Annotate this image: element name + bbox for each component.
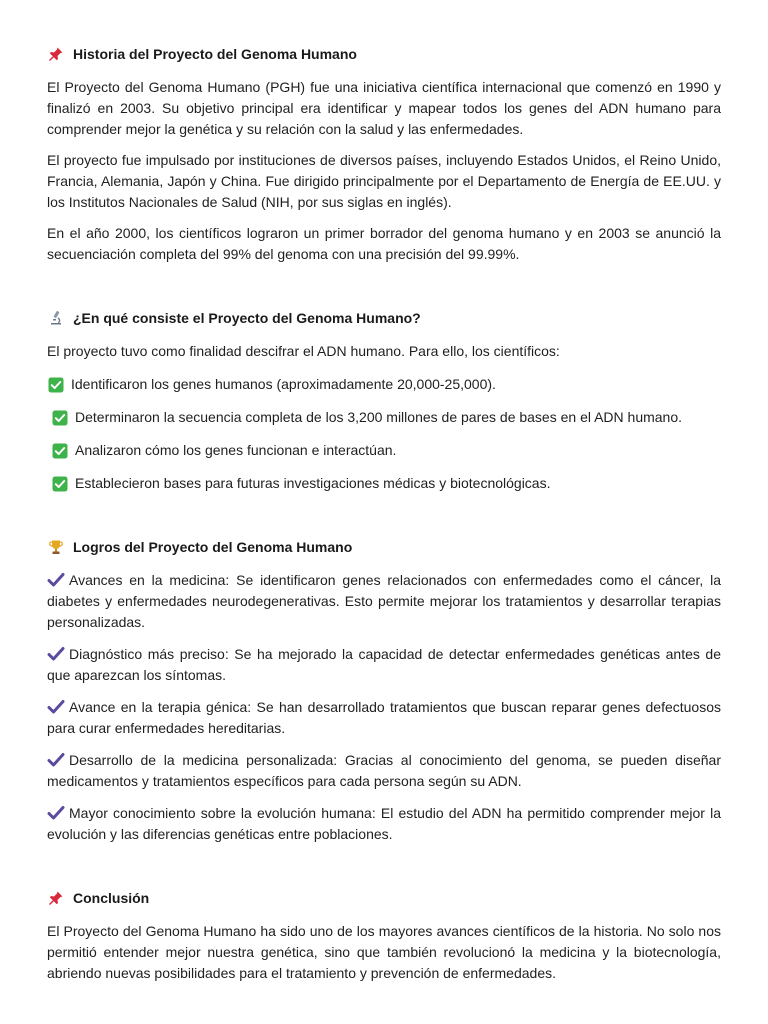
- achievement-item-5: [47, 803, 721, 845]
- pushpin-icon: [47, 45, 65, 63]
- check-mark-icon: [47, 804, 65, 822]
- about-item-text: Determinaron la secuencia completa de los 3,200 millones de pares de bases en el ADN humano.: [75, 409, 683, 425]
- achievement-item-3: [47, 697, 721, 739]
- check-mark-icon: [47, 751, 65, 769]
- achievement-item-4: [47, 750, 721, 792]
- about-item-text: Analizaron cómo los genes funcionan e interactúan.: [75, 442, 397, 458]
- about-heading: [47, 309, 721, 327]
- about-item-4: [47, 473, 721, 494]
- about-item-text: Establecieron bases para futuras investigaciones médicas y biotecnológicas.: [75, 475, 551, 491]
- history-paragraph-3: En el año 2000, los científicos lograron un primer borrador del genoma humano y en 2003 se anunció la secuenciación completa del 99% del genoma con una precisión del 99.99%.: [47, 225, 721, 262]
- check-mark-icon: [47, 698, 65, 716]
- check-box-icon: [51, 475, 69, 493]
- about-intro: El proyecto tuvo como finalidad descifrar el ADN humano. Para ello, los científicos:: [47, 343, 560, 359]
- conclusion-section: [47, 889, 721, 984]
- about-item-2: [47, 407, 721, 428]
- history-paragraph-2: El proyecto fue impulsado por instituciones de diversos países, incluyendo Estados Unidos, el Reino Unido, Francia, Alemania, Japón y China. Fue dirigido principalmente por el Departamento de Energía de EE.UU. y los Institutos Nacionales de Salud (NIH, por sus siglas en inglés).: [47, 152, 721, 210]
- achievements-heading: [47, 538, 721, 556]
- achievement-text: Desarrollo de la medicina personalizada: Gracias al conocimiento del genoma, se pueden diseñar medicamentos y tratamientos específicos para cada persona según su ADN.: [47, 752, 721, 789]
- trophy-icon: [47, 538, 65, 556]
- check-box-icon: [51, 442, 69, 460]
- achievement-item-1: [47, 570, 721, 633]
- achievement-text: Avances en la medicina: Se identificaron genes relacionados con enfermedades como el cáncer, la diabetes y enfermedades neurodegenerativas. Esto permite mejorar los tratamientos y desarrollar terapias personalizadas.: [47, 572, 721, 630]
- history-title: Historia del Proyecto del Genoma Humano: [73, 46, 357, 62]
- history-heading: [47, 45, 721, 63]
- conclusion-title: Conclusión: [73, 890, 150, 906]
- conclusion-paragraph: El Proyecto del Genoma Humano ha sido uno de los mayores avances científicos de la historia. No solo nos permitió entender mejor nuestra genética, sino que también revolucionó la medicina y la biotecnología, abriendo nuevas posibilidades para el tratamiento y prevención de enfermedades.: [47, 923, 721, 981]
- about-item-3: [47, 440, 721, 461]
- check-mark-icon: [47, 645, 65, 663]
- check-box-icon: [51, 409, 69, 427]
- achievements-title: Logros del Proyecto del Genoma Humano: [73, 539, 353, 555]
- achievement-item-2: [47, 644, 721, 686]
- check-mark-icon: [47, 571, 65, 589]
- microscope-icon: [47, 309, 65, 327]
- conclusion-heading: [47, 889, 721, 907]
- about-section: [47, 309, 721, 494]
- pushpin-icon: [47, 889, 65, 907]
- about-title: ¿En qué consiste el Proyecto del Genoma Humano?: [73, 310, 421, 326]
- achievements-section: [47, 538, 721, 845]
- achievement-text: Avance en la terapia génica: Se han desarrollado tratamientos que buscan reparar genes defectuosos para curar enfermedades hereditarias.: [47, 699, 721, 736]
- achievement-text: Mayor conocimiento sobre la evolución humana: El estudio del ADN ha permitido comprender mejor la evolución y las diferencias genéticas entre poblaciones.: [47, 805, 721, 842]
- about-item-text: Identificaron los genes humanos (aproximadamente 20,000-25,000).: [71, 376, 496, 392]
- history-section: [47, 45, 721, 265]
- achievement-text: Diagnóstico más preciso: Se ha mejorado la capacidad de detectar enfermedades genéticas antes de que aparezcan los síntomas.: [47, 646, 721, 683]
- check-box-icon: [47, 376, 65, 394]
- history-paragraph-1: El Proyecto del Genoma Humano (PGH) fue una iniciativa científica internacional que comenzó en 1990 y finalizó en 2003. Su objetivo principal era identificar y mapear todos los genes del ADN humano para comprender mejor la genética y su relación con la salud y las enfermedades.: [47, 79, 721, 137]
- about-item-1: [47, 374, 721, 395]
